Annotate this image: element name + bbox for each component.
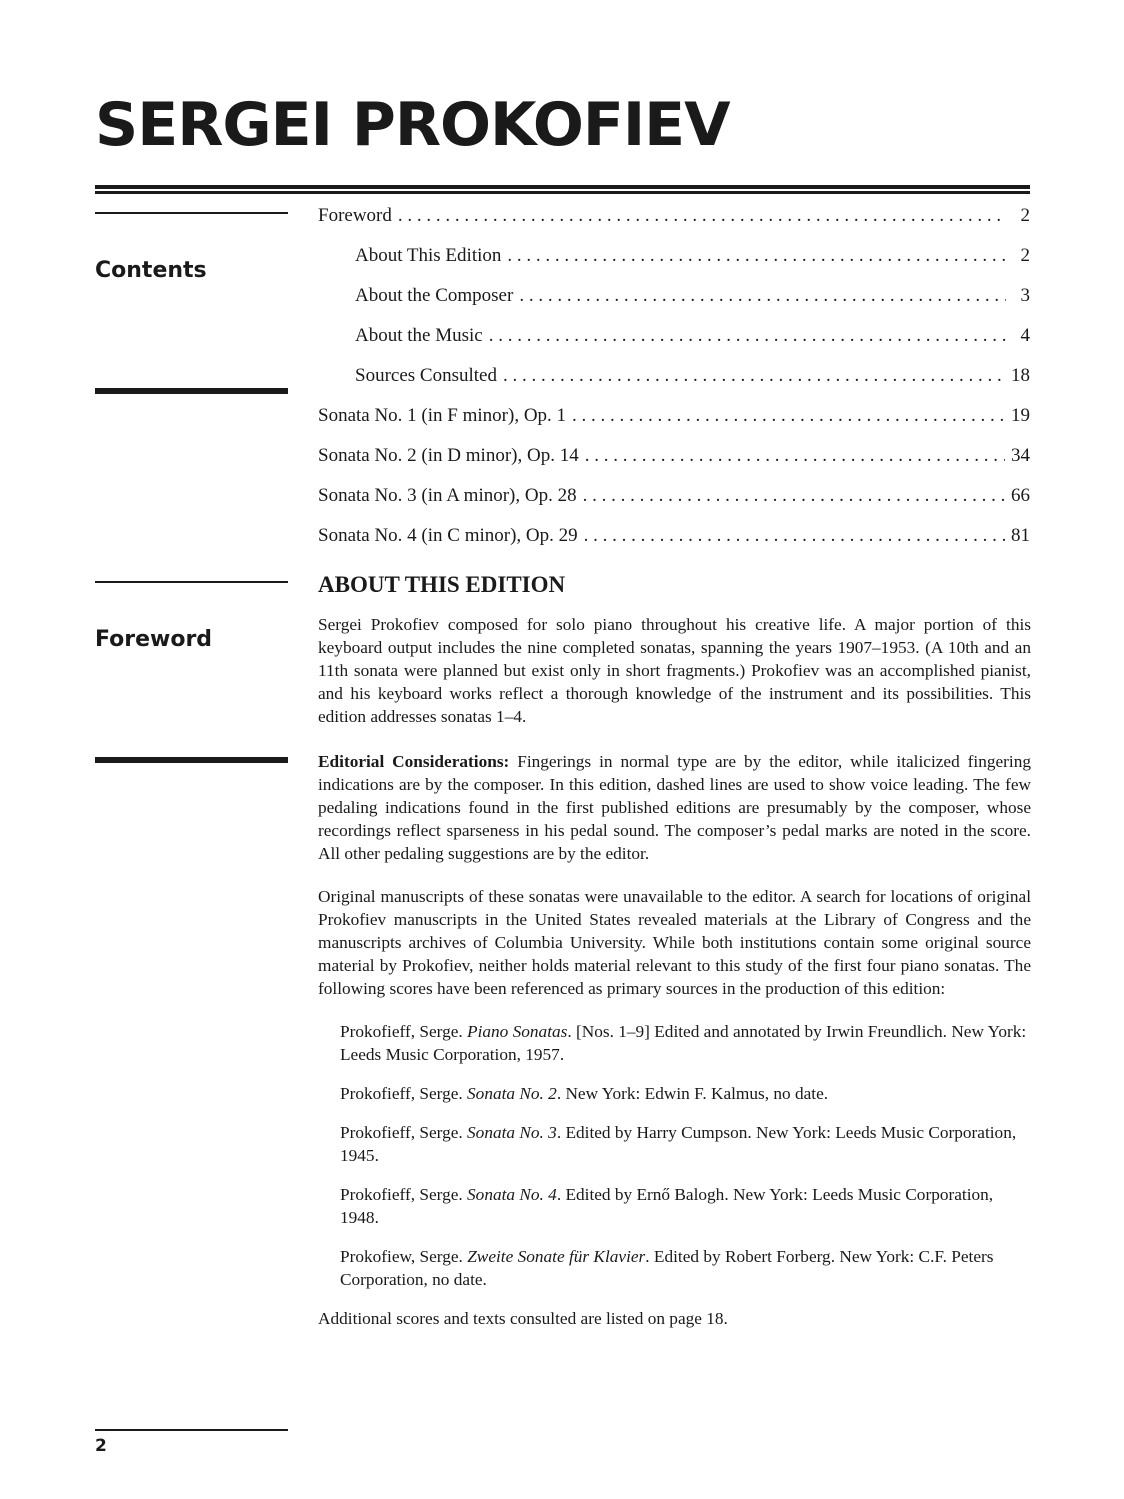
manuscripts-paragraph: Original manuscripts of these sonatas were unavailable to the editor. A search for locations of original Prokofiev manuscripts in the United States revealed materials at the Library of Congress and the manuscripts archives of Columbia University. While both institutions contain some original source material by Prokofiev, neither holds material relevant to this study of the first four piano sonatas. The following scores have been referenced as primary sources in the production of this edition: xyxy=(318,887,1031,998)
editorial-paragraph xyxy=(318,750,1031,865)
reference-item: Prokofieff, Serge. Piano Sonatas. [Nos. 1–9] Edited and annotated by Irwin Freundlich. New York: Leeds Music Corporation, 1957. xyxy=(340,1022,1027,1064)
toc-entry-page: 66 xyxy=(1011,485,1030,506)
toc-entry[interactable] xyxy=(318,365,1030,405)
toc-entry-label: About the Music xyxy=(355,325,483,346)
footer-rule xyxy=(95,1429,288,1431)
toc-dot-leader xyxy=(489,325,1006,347)
toc-entry-page: 81 xyxy=(1011,525,1030,546)
foreword-section xyxy=(318,572,1031,1350)
reference-item: Prokofieff, Serge. Sonata No. 4. Edited by Ernő Balogh. New York: Leeds Music Corporation, 1948. xyxy=(340,1185,994,1227)
toc-entry-page: 19 xyxy=(1011,405,1030,426)
toc-entry-page: 4 xyxy=(1020,325,1030,346)
toc-entry-label: Foreword xyxy=(318,205,392,226)
toc-entry-page: 3 xyxy=(1020,285,1030,306)
reference-item: Prokofieff, Serge. Sonata No. 2. New York: Edwin F. Kalmus, no date. xyxy=(340,1084,829,1103)
foreword-top-rule xyxy=(95,581,288,583)
toc-entry-page: 34 xyxy=(1011,445,1030,466)
toc-entry-page: 2 xyxy=(1020,205,1030,226)
foreword-bottom-rule xyxy=(95,757,288,763)
toc-entry-label: Sonata No. 1 (in F minor), Op. 1 xyxy=(318,405,567,426)
toc-dot-leader xyxy=(519,285,1006,307)
toc-entry-page: 2 xyxy=(1020,245,1030,266)
editorial-lead: Editorial Considerations: xyxy=(318,752,510,771)
toc-dot-leader xyxy=(585,445,1005,467)
header-double-rule xyxy=(95,185,1030,194)
reference-item: Prokofiew, Serge. Zweite Sonate für Klavier. Edited by Robert Forberg. New York: C.F. Peters Corporation, no date. xyxy=(340,1247,994,1289)
toc-dot-leader xyxy=(584,525,1005,547)
toc-entry-label: Sources Consulted xyxy=(355,365,497,386)
closing-paragraph: Additional scores and texts consulted are listed on page 18. xyxy=(318,1309,728,1328)
toc-entry[interactable] xyxy=(318,205,1030,245)
toc-entry[interactable] xyxy=(318,325,1030,365)
contents-bottom-rule xyxy=(95,388,288,394)
toc-entry[interactable] xyxy=(318,525,1030,565)
table-of-contents xyxy=(318,205,1030,565)
toc-entry-label: Sonata No. 2 (in D minor), Op. 14 xyxy=(318,445,579,466)
toc-entry[interactable] xyxy=(318,445,1030,485)
contents-top-rule xyxy=(95,212,288,214)
toc-dot-leader xyxy=(572,405,1005,427)
toc-dot-leader xyxy=(503,365,1005,387)
reference-list xyxy=(318,1020,1031,1291)
intro-paragraph: Sergei Prokofiev composed for solo piano throughout his creative life. A major portion of this keyboard output includes the nine completed sonatas, spanning the years 1907–1953. (A 10th and an 11th sonata were planned but exist only in short fragments.) Prokofiev was an accomplished pianist, and his keyboard works reflect a thorough knowledge of the instrument and its possibilities. This edition addresses sonatas 1–4. xyxy=(318,615,1031,726)
toc-entry[interactable] xyxy=(318,245,1030,285)
editorial-body: Fingerings in normal type are by the editor, while italicized fingering indications are by the composer. In this edition, dashed lines are used to show voice leading. The few pedaling indications found in the first published editions are presumably by the composer, whose recordings reflect sparseness in his pedal sound. The composer’s pedal marks are noted in the score. All other pedaling suggestions are by the editor. xyxy=(318,752,1031,863)
toc-entry[interactable] xyxy=(318,405,1030,445)
foreword-label: Foreword xyxy=(95,627,213,652)
toc-entry-label: Sonata No. 4 (in C minor), Op. 29 xyxy=(318,525,578,546)
toc-dot-leader xyxy=(398,205,1006,227)
page-title: SERGEI PROKOFIEV xyxy=(95,90,730,160)
reference-item: Prokofieff, Serge. Sonata No. 3. Edited by Harry Cumpson. New York: Leeds Music Corporation, 1945. xyxy=(340,1123,1017,1165)
toc-entry-page: 18 xyxy=(1011,365,1030,386)
toc-dot-leader xyxy=(507,245,1006,267)
toc-entry[interactable] xyxy=(318,485,1030,525)
toc-entry-label: About the Composer xyxy=(355,285,514,306)
toc-dot-leader xyxy=(583,485,1005,507)
section-heading: ABOUT THIS EDITION xyxy=(318,572,566,597)
toc-entry-label: About This Edition xyxy=(355,245,502,266)
toc-entry[interactable] xyxy=(318,285,1030,325)
toc-entry-label: Sonata No. 3 (in A minor), Op. 28 xyxy=(318,485,577,506)
contents-label: Contents xyxy=(95,258,207,283)
page-number: 2 xyxy=(95,1436,107,1456)
